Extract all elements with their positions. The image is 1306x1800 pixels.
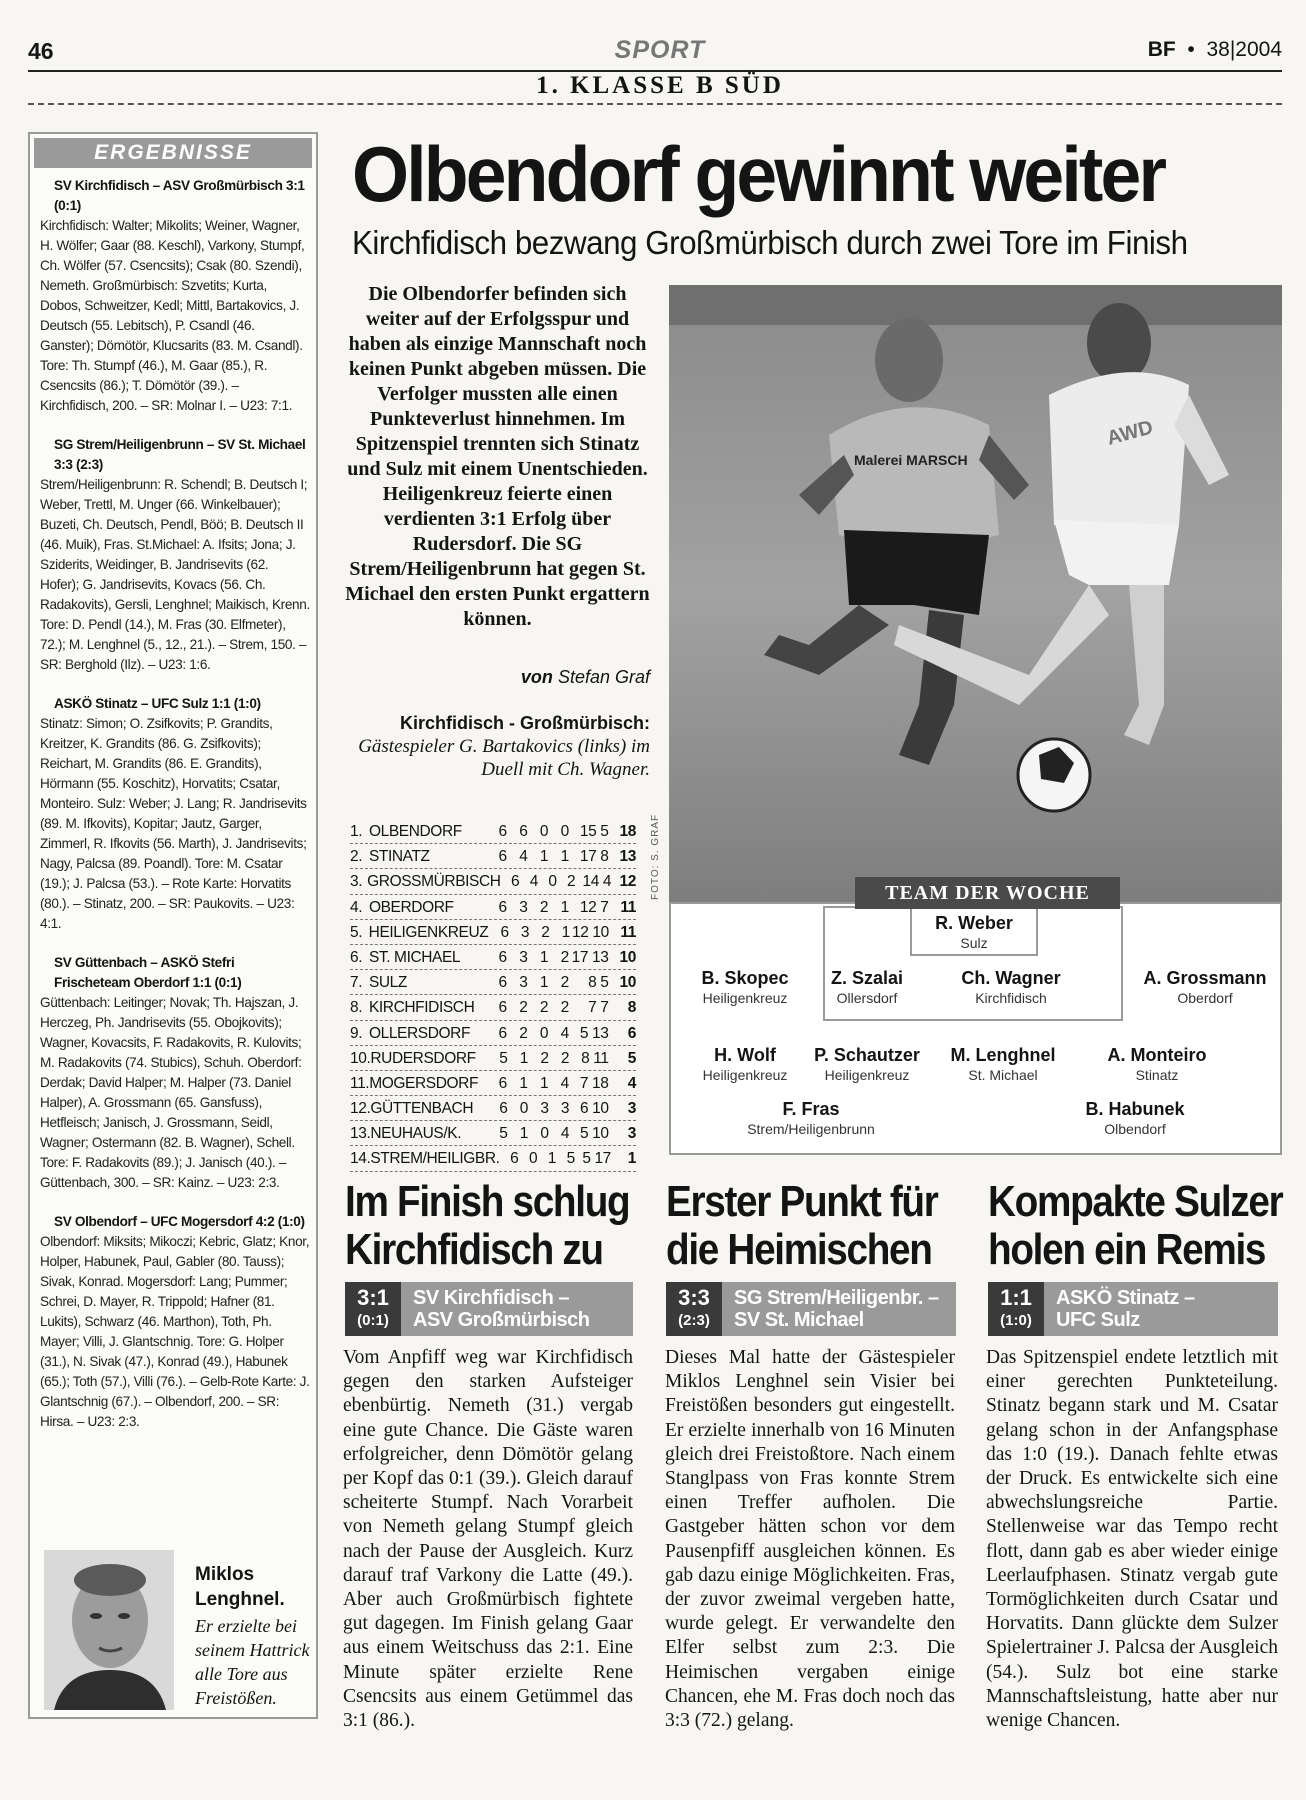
away-team: SV St. Michael [734, 1309, 864, 1331]
standings-goals: 8 5 [588, 974, 609, 992]
standings-pts: 3 [627, 1100, 636, 1118]
standings-team: OLLERSDORF [368, 1024, 471, 1042]
standings-p: 6 [510, 1150, 519, 1168]
player-name: B. Skopec [701, 968, 789, 988]
bullet: • [1181, 38, 1201, 61]
halftime-score: (2:3) [678, 1312, 710, 1329]
standings-row [350, 1121, 636, 1146]
match-photo-illustration [669, 285, 1282, 902]
player-name: A. Monteiro [1107, 1045, 1207, 1065]
standings-pts: 10 [619, 974, 636, 992]
standings-row [350, 1046, 636, 1071]
standings-row [350, 895, 636, 920]
player-club: Olbendorf [1104, 1121, 1166, 1137]
standings-row [350, 1096, 636, 1121]
standings-d: 1 [539, 848, 549, 866]
result-text: Güttenbach: Leitinger; Novak; Th. Hajszan, J. Herczeg, Ph. Jandrisevits (55. Obojkovits); Wagner, Kovacsits, F. Radakovits, R. Kulovits; M. Radakovits (74. Stubics), Schuh. Oberdorf: Derdak; David Halper; M. Halper (73. Daniel Halper), A. Grossmann (65. Gansfuss), Hetfleisch; Janisch, J. Grossmann, Seidl, Wagner; Ostermann (82. B. Wagner), Schell. Tore: F. Radakovits (89.); J. Janisch (40.). – Güttenbach, 300. – SR: Kainz. – U23: 2:3. [40, 995, 302, 1190]
story-headline [666, 1178, 937, 1274]
portrait-first-name: Miklos [195, 1564, 255, 1585]
story-headline-line: Im Finish schlug [345, 1177, 630, 1226]
standings-l: 4 [560, 1125, 570, 1143]
standings-pts: 3 [627, 1125, 636, 1143]
result-block [40, 176, 310, 416]
standings-d: 2 [539, 999, 549, 1017]
player-name: R. Weber [935, 913, 1013, 933]
player-club: Kirchfidisch [975, 990, 1047, 1006]
player-keeper [889, 912, 1059, 952]
home-team: SV Kirchfidisch – [413, 1287, 569, 1309]
player-club: Stinatz [1135, 1067, 1179, 1083]
standings-pts: 5 [627, 1049, 636, 1067]
player-defender [926, 967, 1096, 1007]
byline-author: Stefan Graf [557, 667, 650, 687]
player-midfielder [1072, 1044, 1242, 1084]
standings-team: GÜTTENBACH [370, 1100, 474, 1118]
dashed-divider [28, 103, 1282, 105]
story-headline-line: Kirchfidisch zu [345, 1225, 603, 1274]
standings-pts: 1 [627, 1150, 636, 1168]
match-teams [1056, 1287, 1195, 1331]
standings-pos: 11. [350, 1074, 370, 1092]
standings-w: 3 [519, 898, 528, 916]
standings-p: 6 [500, 923, 509, 941]
lead-paragraph: Die Olbendorfer befinden sich weiter auf der Erfolgsspur und haben als einzige Mannschaft noch keinen Punkt abgeben müssen. Die Verfolger mussten alle einen Punkteverlust hinnehmen. Im Spitzenspiel trennten sich Stinatz und Sulz mit einem Unentschieden. Heiligenkreuz feierte einen verdienten 3:1 Erfolg über Rudersdorf. Die SG Strem/Heiligenbrunn hat gegen St. Michael den ersten Punkt ergattern können. [345, 283, 650, 630]
result-text: Olbendorf: Miksits; Mikoczi; Kebric, Glatz; Knor, Holper, Habunek, Paul, Gabler (80. Tauss); Sivak, Konrad. Mogersdorf: Lang; Pummer; Schrei, D. Mayer, R. Trippold; Hafner (81. Lukits), Schwarz (46. Marthon), Toth, Ph. Mayer; Villi, J. Glantschnig. Tore: G. Holper (31.), N. Sivak (47.), Konrad (49.), Habunek (65.); Toth (57.), Villi (76.). – Gelb-Rote Karte: J. Glantschnig (67.). – Olbendorf, 200. – SR: Hirsa. – U23: 2:3. [40, 1234, 310, 1429]
standings-d: 2 [540, 1049, 549, 1067]
standings-pos: 9. [350, 1024, 363, 1042]
home-team: ASKÖ Stinatz – [1056, 1287, 1195, 1309]
score-box [988, 1282, 1278, 1336]
shirt-sponsor-right: AWD [1104, 416, 1156, 450]
standings-l: 2 [560, 948, 569, 966]
photo-caption [345, 712, 650, 781]
standings-w: 3 [519, 948, 528, 966]
standings-goals: 12 7 [579, 898, 609, 916]
standings-goals: 8 11 [581, 1049, 609, 1067]
photo-caption-text: Gästespieler G. Bartakovics (links) im Duell mit Ch. Wagner. [358, 736, 650, 780]
standings-pos: 12. [350, 1100, 371, 1118]
standings-d: 0 [540, 1125, 549, 1143]
standings-p: 5 [499, 1125, 508, 1143]
standings-team: STREM/HEILIGBR. [370, 1150, 500, 1168]
standings-p: 6 [498, 1074, 507, 1092]
standings-goals: 15 5 [579, 823, 609, 840]
standings-d: 0 [548, 873, 557, 891]
standings-goals: 7 18 [579, 1074, 609, 1092]
player-club: Heiligenkreuz [702, 990, 788, 1006]
story-headline-line: die Heimischen [666, 1225, 932, 1274]
standings-pos: 7. [350, 974, 363, 992]
standings-l: 5 [566, 1150, 575, 1168]
standings-d: 1 [547, 1150, 557, 1168]
photo-caption-title: Kirchfidisch - Großmürbisch: [399, 713, 650, 733]
results-heading: ERGEBNISSE [34, 138, 312, 168]
player-forward [726, 1098, 896, 1138]
standings-l: 4 [560, 1024, 569, 1042]
standings-d: 1 [539, 1074, 549, 1092]
result-block [40, 1212, 310, 1432]
standings-pos: 6. [350, 948, 363, 966]
player-name: B. Habunek [1085, 1099, 1185, 1119]
standings-pos: 10. [350, 1049, 371, 1067]
sub-headline: Kirchfidisch bezwang Großmürbisch durch zwei Tore im Finish [352, 224, 1188, 261]
story-headline-line: Kompakte Sulzer [988, 1177, 1283, 1226]
league-title: 1. KLASSE B SÜD [536, 72, 784, 99]
standings-team: SULZ [368, 974, 407, 992]
story-headline-line: holen ein Remis [988, 1225, 1266, 1274]
result-text: Strem/Heiligenbrunn: R. Schendl; B. Deutsch I; Weber, Trettl, M. Unger (66. Winkelbauer); Buzeti, Ch. Deutsch, Pendl, Böö; B. Deutsch II (46. Muik), Fras. St.Michael: A. Ifsits; Jona; J. Sziderits, Weidinger, B. Jandrisevits (62. Hofer); G. Jandrisevits, Kovacs (56. Ch. Radakovits), Gersli, Lenghnel; Maikisch, Krenn. Tore: D. Pendl (14.), M. Fras (30. Elfmeter), 72.); M. Lenghnel (5., 12., 21.). – Strem, 150. –SR: Berghold (Ilz). – U23: 1:6. [40, 477, 310, 672]
standings-pos: 3. [350, 873, 363, 891]
standings-p: 6 [498, 974, 507, 992]
page-number: 46 [28, 38, 54, 64]
standings-pos: 1. [350, 823, 363, 840]
standings-w: 0 [519, 1100, 529, 1118]
standings-d: 2 [541, 923, 550, 941]
standings-goals: 17 8 [579, 848, 609, 866]
standings-pts: 8 [627, 999, 636, 1017]
portrait-name [195, 1562, 285, 1612]
result-title: SG Strem/Heiligenbrunn – SV St. Michael 3:3 (2:3) [54, 437, 306, 472]
home-team: SG Strem/Heiligenbr. – [734, 1287, 939, 1309]
player-club: Heiligenkreuz [702, 1067, 788, 1083]
result-title: SV Kirchfidisch – ASV Großmürbisch 3:1 (0:1) [54, 178, 305, 213]
publication-name: BF [1147, 38, 1176, 61]
standings-row [350, 970, 636, 995]
result-block [40, 435, 310, 675]
score-box [345, 1282, 633, 1336]
issue-info [1148, 38, 1282, 62]
player-name: M. Lenghnel [950, 1045, 1056, 1065]
standings-goals: 7 7 [588, 999, 609, 1017]
away-team: UFC Sulz [1056, 1309, 1140, 1331]
story-body: Dieses Mal hatte der Gästespieler Miklos Lenghnel sein Visier bei Freistößen besonders gut eingestellt. Er erzielte innerhalb von 16 Minuten gleich drei Freistoßtore. Nach einem Stanglpass von Fras konnte Strem einen Treffer aufholen. Die Gastgeber hätten schon vor dem Pausenpfiff ausgleichen können. Es gab dazu einige Möglichkeiten. Fras, der zuvor zweimal vergeben hatte, wurde gelegt. Er verwandelte den Elfer selbst zum 2:3. Die Heimischen vergaben einige Chancen, ehe M. Fras doch noch das 3:3 (72.) gelang. [665, 1347, 955, 1732]
standings-pts: 10 [619, 948, 636, 966]
team-of-week-title: TEAM DER WOCHE [855, 877, 1120, 909]
player-name: A. Grossmann [1143, 968, 1267, 988]
standings-goals: 6 10 [580, 1100, 609, 1118]
score-badge [988, 1282, 1044, 1336]
player-club: Ollersdorf [836, 990, 898, 1006]
byline [345, 667, 650, 688]
result-title: ASKÖ Stinatz – UFC Sulz 1:1 (1:0) [54, 696, 261, 711]
standings-d: 2 [539, 898, 549, 916]
player-name: F. Fras [782, 1099, 840, 1119]
match-teams [413, 1287, 589, 1331]
standings-l: 4 [560, 1074, 569, 1092]
standings-pts: 12 [619, 873, 636, 891]
score-badge [345, 1282, 401, 1336]
standings-w: 2 [519, 1024, 528, 1042]
section-label: SPORT [614, 36, 706, 64]
standings-row [350, 844, 636, 869]
standings-goals: 12 10 [572, 923, 609, 941]
player-midfielder [918, 1044, 1088, 1084]
standings-d: 1 [539, 948, 549, 966]
standings-p: 6 [499, 1100, 508, 1118]
standings-team: RUDERSDORF [370, 1049, 476, 1067]
photo-credit: FOTO: S. GRAF [650, 813, 661, 900]
result-text: Stinatz: Simon; O. Zsifkovits; P. Grandits, Kreitzer, K. Grandits (86. G. Zsifkovits); Reichart, M. Grandits (86. E. Grandits), Hörmann (55. Koschitz), Horvatits; Csatar, Monteiro. Sulz: Weber; J. Lang; R. Jandrisevits (89. M. Ifkovits), Kopitar; Jautz, Garger, Zimmerl, R. Ifkovits (56. Marth), J. Jandrisevits; Nagy, Palcsa (89. Poandl). Tore: M. Csatar (19.); J. Palcsa (53.). – Rote Karte: Horvatits (80.). – Stinatz, 200. – SR: Paukovits. – U23: 4:1. [40, 716, 307, 931]
standings-p: 6 [498, 848, 507, 866]
story-headline-line: Erster Punkt für [666, 1177, 938, 1226]
portrait-photo [44, 1550, 174, 1710]
player-club: Heiligenkreuz [824, 1067, 910, 1083]
standings-w: 3 [519, 974, 528, 992]
standings-pts: 13 [619, 848, 636, 866]
result-title: SV Güttenbach – ASKÖ Stefri Frischeteam Oberdorf 1:1 (0:1) [54, 955, 242, 990]
issue-number: 38|2004 [1206, 38, 1282, 61]
standings-l: 2 [560, 974, 569, 992]
standings-d: 3 [540, 1100, 549, 1118]
standings-team: ST. MICHAEL [368, 948, 461, 966]
score-badge [666, 1282, 722, 1336]
final-score: 3:1 [357, 1285, 389, 1310]
standings-team: OLBENDORF [368, 823, 462, 840]
halftime-score: (1:0) [1000, 1312, 1032, 1329]
story-body: Das Spitzenspiel endete letztlich mit einer gerechten Punkteteilung. Stinatz begann stark und M. Csatar gelang schon in der Anfangsphase das 1:0 (19.). Danach fehlte etwas der Druck. Es entwickelte sich eine abwechslungsreiche Partie. Stellenweise war das Tempo recht flott, dann gab es aber wieder einige Leerlaufphasen. Stinatz vergab gute Tormöglichkeiten durch Csatar und Horvatits. Dann glückte dem Sulzer Spielertrainer J. Palcsa der Ausgleich (54.). Sulz bot eine starke Mannschaftsleistung, hatte aber nur wenige Chancen. [986, 1347, 1278, 1732]
result-block [40, 694, 310, 934]
standings-goals: 5 10 [580, 1125, 609, 1143]
standings-w: 3 [520, 923, 530, 941]
standings-goals: 17 13 [571, 948, 609, 966]
standings-team: OBERDORF [368, 898, 454, 916]
standings-d: 1 [539, 974, 549, 992]
standings-l: 0 [560, 823, 569, 840]
standings-pos: 8. [350, 999, 363, 1017]
results-list [40, 176, 310, 1451]
player-forward [1050, 1098, 1220, 1138]
main-headline: Olbendorf gewinnt weiter [352, 130, 1165, 218]
match-teams [734, 1287, 939, 1331]
player-defender [1120, 967, 1290, 1007]
final-score: 1:1 [1000, 1285, 1032, 1310]
standings-w: 0 [528, 1150, 538, 1168]
shirt-sponsor-left: Malerei MARSCH [854, 452, 968, 468]
standings-p: 6 [498, 1024, 507, 1042]
standings-row [350, 1071, 636, 1096]
standings-row [350, 819, 636, 844]
standings-d: 0 [539, 1024, 549, 1042]
standings-l: 1 [560, 848, 569, 866]
standings-team: KIRCHFIDISCH [368, 999, 475, 1017]
player-name: P. Schautzer [814, 1045, 920, 1065]
standings-team: HEILIGENKREUZ [368, 923, 489, 941]
standings-l: 3 [560, 1100, 570, 1118]
portrait-last-name: Lenghnel. [195, 1589, 285, 1610]
standings-p: 5 [499, 1049, 508, 1067]
standings-l: 2 [560, 999, 569, 1017]
story-headline [345, 1178, 629, 1274]
standings-team: GROSSMÜRBISCH [367, 873, 501, 891]
standings-pos: 14. [350, 1150, 371, 1168]
player-club: Oberdorf [1177, 990, 1233, 1006]
final-score: 3:3 [678, 1285, 710, 1310]
match-photo [669, 285, 1282, 902]
standings-row [350, 920, 636, 945]
player-name: Ch. Wagner [961, 968, 1061, 988]
standings-w: 4 [529, 873, 538, 891]
standings-pts: 18 [619, 823, 636, 840]
standings-team: MOGERSDORF [369, 1074, 479, 1092]
standings-pts: 11 [620, 923, 636, 941]
standings-team: NEUHAUS/K. [370, 1125, 462, 1143]
standings-goals: 5 17 [582, 1150, 611, 1168]
standings-goals: 5 13 [579, 1024, 609, 1042]
standings-table [350, 819, 636, 1172]
standings-pos: 13. [350, 1125, 371, 1143]
standings-p: 6 [498, 999, 507, 1017]
standings-pos: 5. [350, 923, 363, 941]
standings-team: STINATZ [368, 848, 430, 866]
standings-p: 6 [498, 823, 507, 840]
standings-w: 1 [519, 1074, 528, 1092]
halftime-score: (0:1) [357, 1312, 389, 1329]
standings-pos: 4. [350, 898, 363, 916]
standings-pts: 4 [627, 1074, 637, 1092]
standings-goals: 14 4 [582, 873, 612, 891]
standings-w: 4 [519, 848, 528, 866]
standings-row [350, 945, 636, 970]
standings-w: 1 [519, 1125, 529, 1143]
standings-l: 1 [560, 898, 569, 916]
standings-w: 6 [519, 823, 528, 840]
score-box [666, 1282, 956, 1336]
standings-pts: 11 [620, 898, 636, 916]
player-club: Sulz [960, 935, 988, 951]
player-club: St. Michael [968, 1067, 1038, 1083]
player-name: H. Wolf [714, 1045, 776, 1065]
standings-pts: 6 [627, 1024, 636, 1042]
standings-l: 1 [561, 923, 570, 941]
player-club: Strem/Heiligenbrunn [747, 1121, 875, 1137]
standings-p: 6 [498, 948, 507, 966]
standings-row [350, 995, 636, 1020]
standings-l: 2 [567, 873, 576, 891]
standings-pos: 2. [350, 848, 363, 866]
away-team: ASV Großmürbisch [413, 1309, 590, 1331]
byline-prefix: von [520, 667, 553, 687]
standings-p: 6 [511, 873, 520, 891]
standings-l: 2 [560, 1049, 570, 1067]
standings-d: 0 [539, 823, 549, 840]
standings-p: 6 [498, 898, 507, 916]
portrait-caption: Er erzielte bei seinem Hattrick alle Tore aus Freistößen. [195, 1616, 310, 1708]
standings-row [350, 1146, 636, 1171]
results-sidebar [28, 132, 318, 1719]
result-text: Kirchfidisch: Walter; Mikolits; Weiner, Wagner, H. Wölfer; Gaar (88. Keschl), Varkony, Stumpf, Ch. Wölfer (57. Csencsits); Csak (80. Szendi), Nemeth. Großmürbisch: Szvetits; Kurta, Dobos, Schweitzer, Kedl; Mittl, Bartakovics, J. Deutsch (55. Lebitsch), P. Csandl (46. Ganster); Dömötör, Klucsarits (83. M. Csandl). Tore: Th. Stumpf (46.), M. Gaar (85.), R. Csencsits (86.); T. Dömötör (39.). – Kirchfidisch, 200. – SR: Molnar I. – U23: 7:1. [40, 218, 305, 413]
player-name: Z. Szalai [830, 968, 904, 988]
result-block [40, 953, 310, 1193]
standings-w: 1 [519, 1049, 529, 1067]
standings-row [350, 1021, 636, 1046]
story-headline [988, 1178, 1282, 1274]
standings-row [350, 869, 636, 894]
portrait-illustration [44, 1550, 174, 1710]
result-title: SV Olbendorf – UFC Mogersdorf 4:2 (1:0) [54, 1214, 305, 1229]
standings-w: 2 [519, 999, 528, 1017]
story-body: Vom Anpfiff weg war Kirchfidisch gegen den starken Aufsteiger ebenbürtig. Nemeth (31.) vergab eine gute Chance. Die Gäste waren erfolgreicher, denn Dömötör gelang per Kopf das 0:1 (39.). Gleich darauf scheiterte Stumpf. Nach Vorarbeit von Nemeth gelang Stumpf gleich nach der Pause der Ausgleich. Kurz darauf traf Varkony die Latte (49.). Aber auch Großmürbisch fightete gut dagegen. Im Finish gelang Gaar aus einem Weitschuss das 2:1. Eine Minute später erzielte Rene Csencsits aus einem Getümmel das 3:1 (86.). [343, 1347, 633, 1732]
